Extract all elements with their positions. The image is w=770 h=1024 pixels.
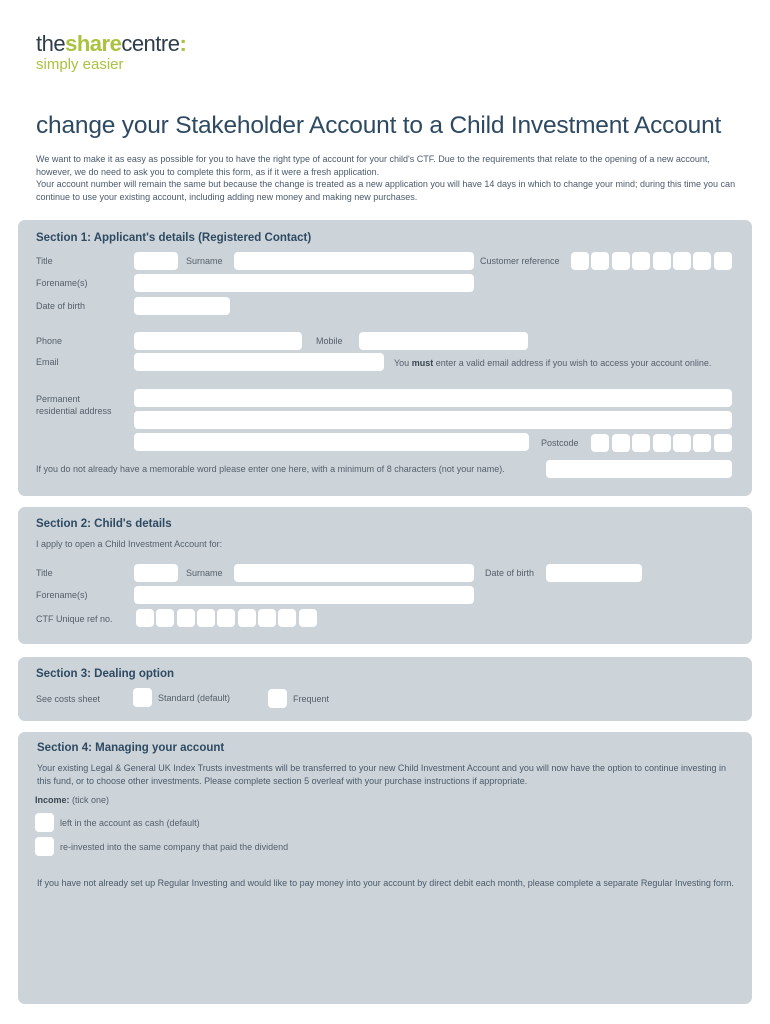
customer-reference-box[interactable]: [571, 252, 589, 270]
ctf-ref-box[interactable]: [299, 609, 317, 627]
ctf-ref-box[interactable]: [278, 609, 296, 627]
email-field[interactable]: [134, 353, 384, 371]
applicant-title-label: Title: [36, 256, 53, 266]
ctf-ref-label: CTF Unique ref no.: [36, 614, 113, 624]
section-4-panel: [18, 732, 752, 1004]
ctf-ref-box[interactable]: [177, 609, 195, 627]
frequent-option-checkbox[interactable]: [268, 689, 287, 708]
child-forenames-field[interactable]: [134, 586, 474, 604]
ctf-ref-box[interactable]: [156, 609, 174, 627]
standard-option-label: Standard (default): [158, 693, 231, 703]
child-surname-field[interactable]: [234, 564, 474, 582]
child-dob-label: Date of birth: [485, 568, 535, 578]
standard-option-checkbox[interactable]: [133, 688, 152, 707]
section-3-title: Section 3: Dealing option: [36, 668, 175, 680]
frequent-option-label: Frequent: [293, 694, 330, 704]
logo: [36, 32, 186, 73]
postcode-box[interactable]: [612, 434, 630, 452]
child-surname-label: Surname: [186, 568, 223, 578]
section-4-body: Your existing Legal & General UK Index Trusts investments will be transferred to your new Child Investment Account and you will now have the option to continue investing in this fund, or to choose other investments. Please complete section 5 overleaf with your purchase instructions if appropriate.: [37, 763, 727, 786]
child-title-label: Title: [36, 568, 53, 578]
applicant-dob-label: Date of birth: [36, 301, 86, 311]
child-title-field[interactable]: [134, 564, 178, 582]
income-label: Income: (tick one): [35, 795, 110, 805]
section-1-title: Section 1: Applicant's details (Registered Contact): [36, 232, 312, 244]
child-dob-field[interactable]: [546, 564, 642, 582]
section-2-panel: [18, 507, 752, 644]
memorable-word-label: If you do not already have a memorable word please enter one here, with a minimum of 8 characters (not your name).: [36, 464, 505, 474]
customer-reference-box[interactable]: [632, 252, 650, 270]
customer-reference-box[interactable]: [612, 252, 630, 270]
section-1-panel: [18, 220, 752, 496]
phone-label: Phone: [36, 336, 63, 346]
mobile-field[interactable]: [359, 332, 528, 350]
ctf-ref-box[interactable]: [238, 609, 256, 627]
applicant-dob-field[interactable]: [134, 297, 230, 315]
customer-reference-box[interactable]: [653, 252, 671, 270]
address-label: Permanent residential address: [36, 394, 112, 416]
income-reinvest-label: re-invested into the same company that paid the dividend: [60, 842, 289, 852]
applicant-forenames-label: Forename(s): [36, 278, 88, 288]
address-line-2-field[interactable]: [134, 411, 732, 429]
customer-reference-box[interactable]: [693, 252, 711, 270]
phone-field[interactable]: [134, 332, 302, 350]
costs-sheet-label: See costs sheet: [36, 694, 101, 704]
applicant-surname-label: Surname: [186, 256, 223, 266]
child-forenames-label: Forename(s): [36, 590, 88, 600]
income-reinvest-checkbox[interactable]: [35, 837, 54, 856]
postcode-box[interactable]: [632, 434, 650, 452]
postcode-box[interactable]: [591, 434, 609, 452]
email-label: Email: [36, 357, 59, 367]
customer-reference-label: Customer reference: [480, 256, 560, 266]
income-cash-checkbox[interactable]: [35, 813, 54, 832]
section-4-title: Section 4: Managing your account: [37, 742, 225, 754]
ctf-ref-box[interactable]: [136, 609, 154, 627]
intro-text: [36, 153, 736, 203]
section-2-title: Section 2: Child's details: [36, 518, 172, 530]
ctf-ref-box[interactable]: [197, 609, 215, 627]
customer-reference-box[interactable]: [714, 252, 732, 270]
mobile-label: Mobile: [316, 336, 343, 346]
income-cash-label: left in the account as cash (default): [60, 818, 200, 828]
postcode-box[interactable]: [693, 434, 711, 452]
applicant-title-field[interactable]: [134, 252, 178, 270]
page-title: change your Stakeholder Account to a Child Investment Account: [36, 112, 722, 139]
customer-reference-box[interactable]: [673, 252, 691, 270]
postcode-box[interactable]: [653, 434, 671, 452]
ctf-ref-box[interactable]: [258, 609, 276, 627]
customer-reference-box[interactable]: [591, 252, 609, 270]
regular-investing-note: If you have not already set up Regular Investing and would like to pay money into your account by direct debit each month, please complete a separate Regular Investing form.: [37, 878, 734, 888]
address-line-1-field[interactable]: [134, 389, 732, 407]
logo-wordmark: thesharecentre:: [36, 31, 187, 56]
memorable-word-field[interactable]: [546, 460, 732, 478]
logo-tagline: simply easier: [36, 56, 124, 73]
intro-paragraph-1: We want to make it as easy as possible for you to have the right type of account for your child's CTF. Due to the requirements that relate to the opening of a new account, however, we do need to ask you to complete this form, as if it were a fresh application.: [36, 154, 710, 177]
section-2-subtitle: I apply to open a Child Investment Account for:: [36, 539, 223, 549]
postcode-label: Postcode: [541, 438, 579, 448]
ctf-ref-box[interactable]: [217, 609, 235, 627]
email-note: You must enter a valid email address if you wish to access your account online.: [394, 358, 712, 368]
section-3-panel: [18, 657, 752, 721]
address-line-3-field[interactable]: [134, 433, 529, 451]
applicant-forenames-field[interactable]: [134, 274, 474, 292]
postcode-box[interactable]: [714, 434, 732, 452]
applicant-surname-field[interactable]: [234, 252, 474, 270]
postcode-box[interactable]: [673, 434, 691, 452]
intro-paragraph-2: Your account number will remain the same but because the change is treated as a new application you will have 14 days in which to change your mind; during this time you can continue to use your existing account, including adding new money and making new purchases.: [36, 179, 736, 202]
